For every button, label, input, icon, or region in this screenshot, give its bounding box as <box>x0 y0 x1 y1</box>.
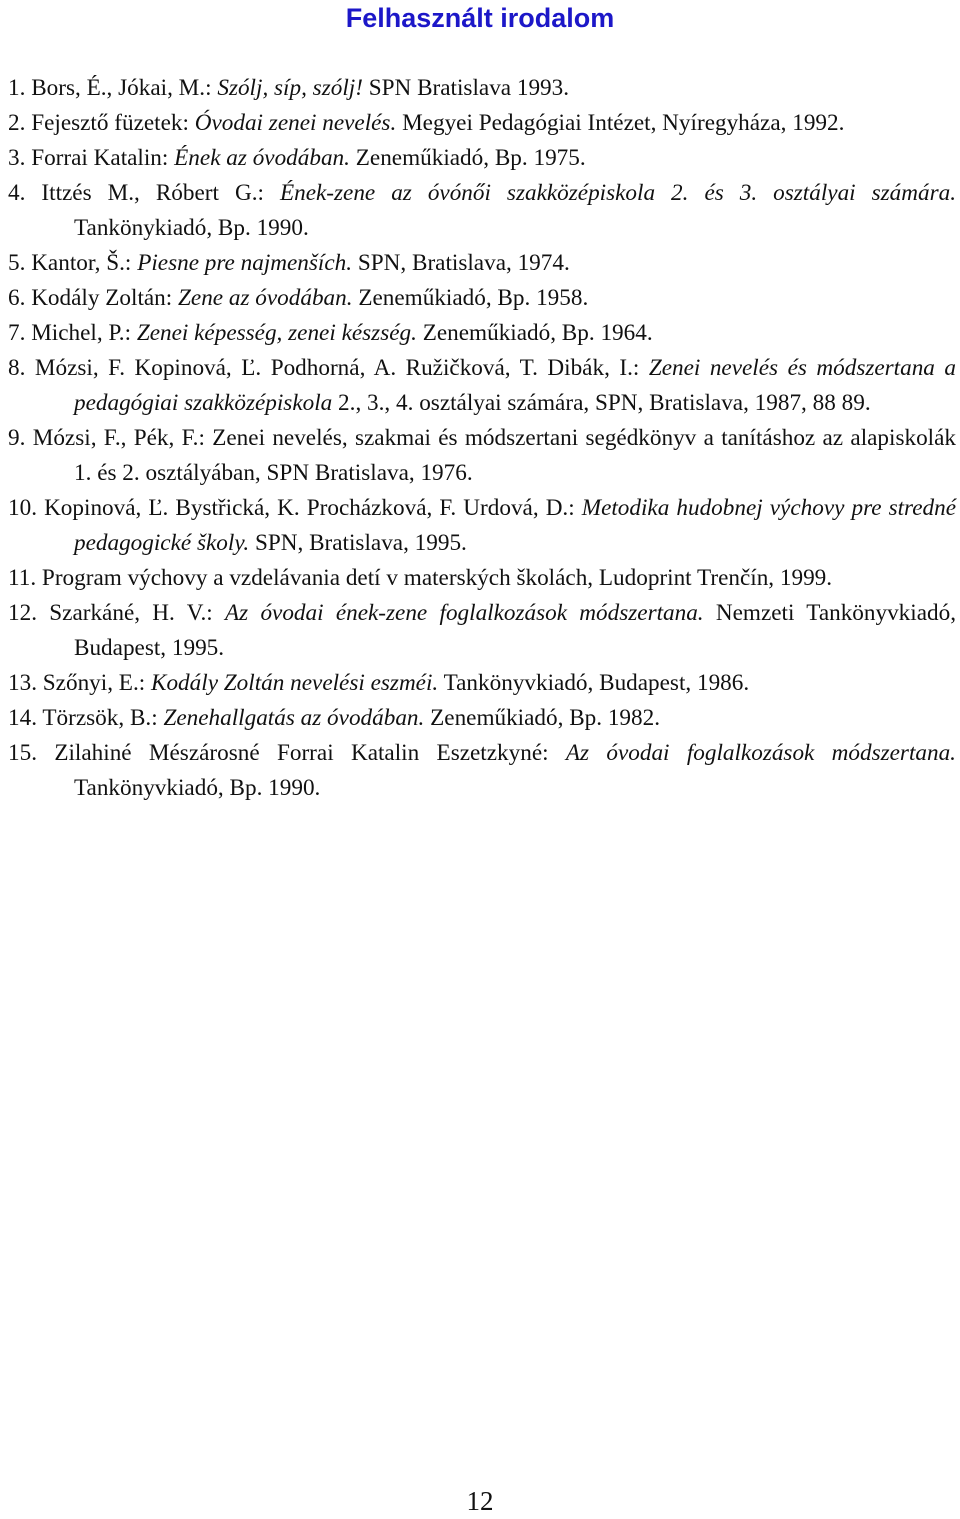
reference-list <box>8 71 956 806</box>
reference-publisher: SPN, Bratislava, 1995. <box>249 530 467 556</box>
reference-number: 15. <box>8 740 37 766</box>
reference-number: 7. <box>8 320 26 346</box>
reference-number: 9. <box>8 425 26 451</box>
reference-authors: Michel, P.: <box>31 320 137 346</box>
reference-publisher: Tankönyvkiadó, Budapest, 1986. <box>438 670 750 696</box>
reference-publisher: Zeneműkiadó, Bp. 1964. <box>416 320 653 346</box>
reference-title: Ének az óvodában. <box>174 145 350 171</box>
reference-authors: Kopinová, Ľ. Bystřická, K. Procházková, F. Urdová, D.: <box>44 495 582 521</box>
reference-item <box>8 246 956 281</box>
reference-item <box>8 351 956 421</box>
reference-authors: Kantor, Š.: <box>31 250 138 276</box>
page-title: Felhasznált irodalom <box>345 3 615 33</box>
reference-item <box>8 701 956 736</box>
reference-authors: Fejesztő füzetek: <box>31 110 195 136</box>
reference-authors: Szőnyi, E.: <box>42 670 151 696</box>
reference-authors: Szarkáné, H. V.: <box>49 600 225 626</box>
reference-authors: Mózsi, F. Kopinová, Ľ. Podhorná, A. Ružičková, T. Dibák, I.: <box>34 355 649 381</box>
reference-authors: Zilahiné Mészárosné Forrai Katalin Eszetzkyné: <box>54 740 566 766</box>
reference-title: Zenei képesség, zenei készség. <box>136 320 417 346</box>
reference-item <box>8 316 956 351</box>
reference-item <box>8 281 956 316</box>
reference-publisher: Nemzeti Tankönyvkiadó, Budapest, 1995. <box>74 600 956 661</box>
reference-title: Kodály Zoltán nevelési eszméi. <box>151 670 439 696</box>
reference-title: Szólj, síp, szólj! <box>217 75 363 101</box>
reference-item <box>8 666 956 701</box>
reference-item <box>8 491 956 561</box>
reference-title: Zenehallgatás az óvodában. <box>163 705 425 731</box>
reference-item <box>8 176 956 246</box>
reference-title: Metodika hudobnej výchovy pre stredné pedagogické školy. <box>74 495 956 556</box>
reference-number: 12. <box>8 600 37 626</box>
reference-number: 11. <box>8 565 37 591</box>
reference-authors: Ittzés M., Róbert G.: <box>41 180 280 206</box>
reference-title: Piesne pre najmenších. <box>137 250 353 276</box>
reference-item <box>8 421 956 491</box>
reference-publisher: Tankönyvkiadó, Bp. 1990. <box>74 775 321 801</box>
reference-number: 1. <box>8 75 26 101</box>
reference-item <box>8 596 956 666</box>
reference-title: Zenei nevelés és módszertana a pedagógiai szakközépiskola <box>74 355 956 416</box>
reference-authors: Program výchovy a vzdelávania detí v materských školách, Ludoprint Trenčín, 1999. <box>41 565 833 591</box>
reference-number: 5. <box>8 250 26 276</box>
reference-title: Az óvodai ének-zene foglalkozások módszertana. <box>224 600 704 626</box>
reference-item <box>8 141 956 176</box>
reference-item <box>8 71 956 106</box>
reference-number: 4. <box>8 180 26 206</box>
reference-publisher: 2., 3., 4. osztályai számára, SPN, Bratislava, 1987, 88 89. <box>332 390 871 416</box>
reference-publisher: Zeneműkiadó, Bp. 1958. <box>352 285 589 311</box>
reference-authors: Forrai Katalin: <box>31 145 175 171</box>
reference-authors: Bors, É., Jókai, M.: <box>31 75 218 101</box>
reference-publisher: Zeneműkiadó, Bp. 1982. <box>424 705 661 731</box>
reference-number: 6. <box>8 285 26 311</box>
reference-authors: Mózsi, F., Pék, F.: Zenei nevelés, szakmai és módszertani segédkönyv a tanításhoz az alapiskolák 1. és 2. osztályában, SPN Bratislava, 1976. <box>32 425 957 486</box>
reference-number: 8. <box>8 355 26 381</box>
reference-publisher: SPN, Bratislava, 1974. <box>352 250 570 276</box>
reference-publisher: Zeneműkiadó, Bp. 1975. <box>349 145 586 171</box>
reference-title: Az óvodai foglalkozások módszertana. <box>565 740 956 766</box>
reference-title: Zene az óvodában. <box>178 285 353 311</box>
reference-publisher: Megyei Pedagógiai Intézet, Nyíregyháza, 1992. <box>396 110 845 136</box>
reference-authors: Törzsök, B.: <box>42 705 164 731</box>
reference-publisher: SPN Bratislava 1993. <box>362 75 570 101</box>
reference-item <box>8 561 956 596</box>
page-number: 12 <box>466 1486 494 1516</box>
reference-title: Óvodai zenei nevelés. <box>194 110 397 136</box>
reference-title: Ének-zene az óvónői szakközépiskola 2. és 3. osztályai számára. <box>279 180 956 206</box>
reference-item <box>8 106 956 141</box>
reference-number: 3. <box>8 145 26 171</box>
reference-number: 13. <box>8 670 37 696</box>
reference-number: 14. <box>8 705 37 731</box>
reference-authors: Kodály Zoltán: <box>31 285 179 311</box>
reference-publisher: Tankönykiadó, Bp. 1990. <box>74 215 309 241</box>
reference-number: 10. <box>8 495 37 521</box>
reference-item <box>8 736 956 806</box>
reference-number: 2. <box>8 110 26 136</box>
